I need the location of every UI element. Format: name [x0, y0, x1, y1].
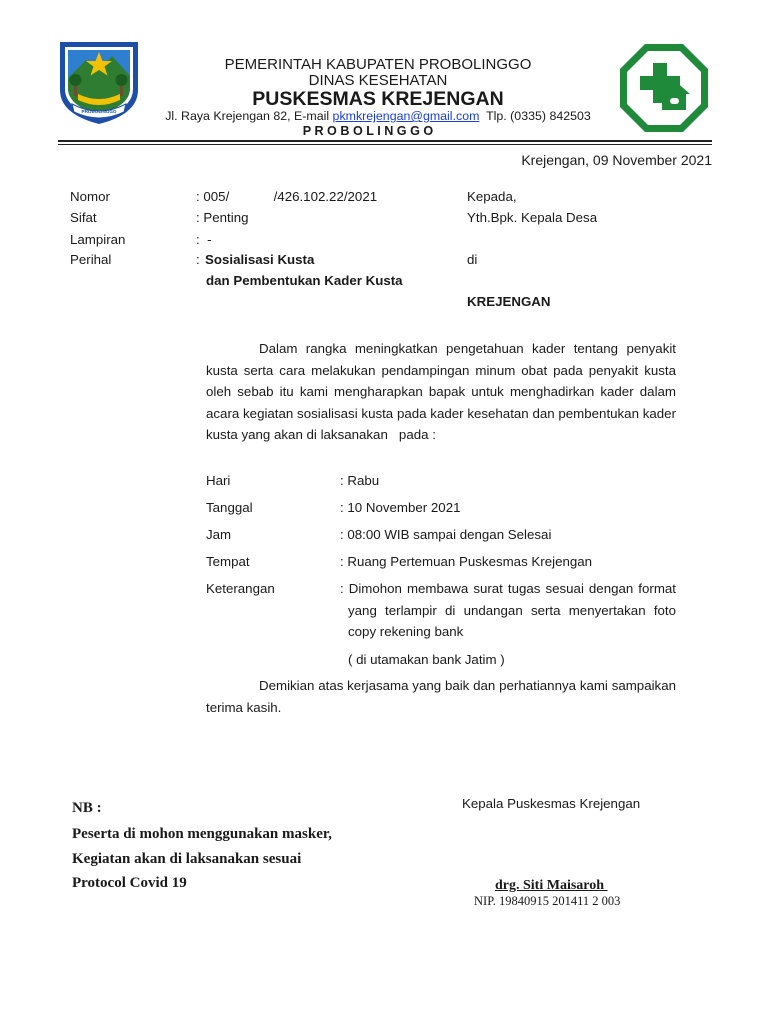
nb-line-2: Kegiatan akan di laksanakan sesuai	[72, 851, 302, 867]
nb-label: NB :	[72, 800, 102, 816]
closing-text: Demikian atas kerjasama yang baik dan perhatiannya kami sampaikan terima kasih.	[206, 678, 684, 715]
signature-title: Kepala Puskesmas Krejengan	[462, 796, 641, 811]
email-link[interactable]: pkmkrejengan@gmail.com	[332, 109, 480, 123]
keterangan-label: Keterangan	[206, 581, 275, 596]
recipient-yth: Yth.Bpk. Kepala Desa	[467, 210, 598, 225]
recipient-kepada: Kepada,	[467, 189, 517, 204]
tanggal-label: Tanggal	[206, 500, 253, 515]
closing-paragraph	[206, 675, 684, 718]
header-rule-thin	[58, 144, 712, 145]
perihal-label: Perihal	[70, 252, 112, 267]
header-government: PEMERINTAH KABUPATEN PROBOLINGGO	[224, 56, 532, 73]
keterangan-value: : Dimohon membawa surat tugas sesuai dengan format yang terlampir di undangan serta menyertakan foto copy rekening bank	[340, 581, 676, 640]
nomor-value: : 005/ /426.102.22/2021	[196, 189, 378, 204]
lampiran-label: Lampiran	[70, 232, 126, 247]
puskesmas-logo	[618, 42, 710, 134]
recipient-di: di	[467, 252, 478, 267]
body-paragraph-text: Dalam rangka meningkatkan pengetahuan kader tentang penyakit kusta serta cara melakukan pendampingan minum obat pada penyakit kusta oleh sebab itu kami mengharapkan bapak untuk menghadirkan kader dalam acara kegiatan sosialisasi kusta pada kader kesehatan dan pembentukan kader kusta yang akan di laksanakan pada :	[206, 341, 680, 443]
header-institution: PUSKESMAS KREJENGAN	[252, 88, 504, 110]
header-rule-thick	[58, 140, 712, 142]
perihal-value-line1: Sosialisasi Kusta	[205, 252, 315, 267]
sifat-value: : Penting	[196, 210, 249, 225]
nomor-label: Nomor	[70, 189, 110, 204]
header-department: DINAS KESEHATAN	[308, 72, 448, 89]
nb-line-3: Protocol Covid 19	[72, 875, 187, 891]
signature-nip: NIP. 19840915 201411 2 003	[474, 894, 621, 908]
keterangan-note: ( di utamakan bank Jatim )	[348, 652, 505, 667]
nb-line-1: Peserta di mohon menggunakan masker,	[72, 826, 332, 842]
recipient-place: KREJENGAN	[467, 294, 551, 309]
letter-date: Krejengan, 09 November 2021	[521, 152, 712, 168]
header-city: P R O B O L I N G G O	[302, 124, 434, 138]
hari-value: : Rabu	[340, 473, 380, 488]
perihal-value-line2: dan Pembentukan Kader Kusta	[206, 273, 403, 288]
body-paragraph	[206, 338, 680, 446]
jam-value: : 08:00 WIB sampai dengan Selesai	[340, 527, 552, 542]
signature-name: drg. Siti Maisaroh	[495, 878, 608, 893]
perihal-colon: :	[196, 252, 200, 267]
tempat-value: : Ruang Pertemuan Puskesmas Krejengan	[340, 554, 593, 569]
tempat-label: Tempat	[206, 554, 250, 569]
sifat-label: Sifat	[70, 210, 97, 225]
hari-label: Hari	[206, 473, 231, 488]
address-suffix: Tlp. (0335) 842503	[479, 109, 591, 123]
svg-text:PROBOLINGGO: PROBOLINGGO	[81, 109, 117, 114]
tanggal-value: : 10 November 2021	[340, 500, 461, 515]
lampiran-value: : -	[196, 232, 212, 247]
jam-label: Jam	[206, 527, 232, 542]
address-prefix: Jl. Raya Krejengan 82, E-mail	[165, 109, 333, 123]
